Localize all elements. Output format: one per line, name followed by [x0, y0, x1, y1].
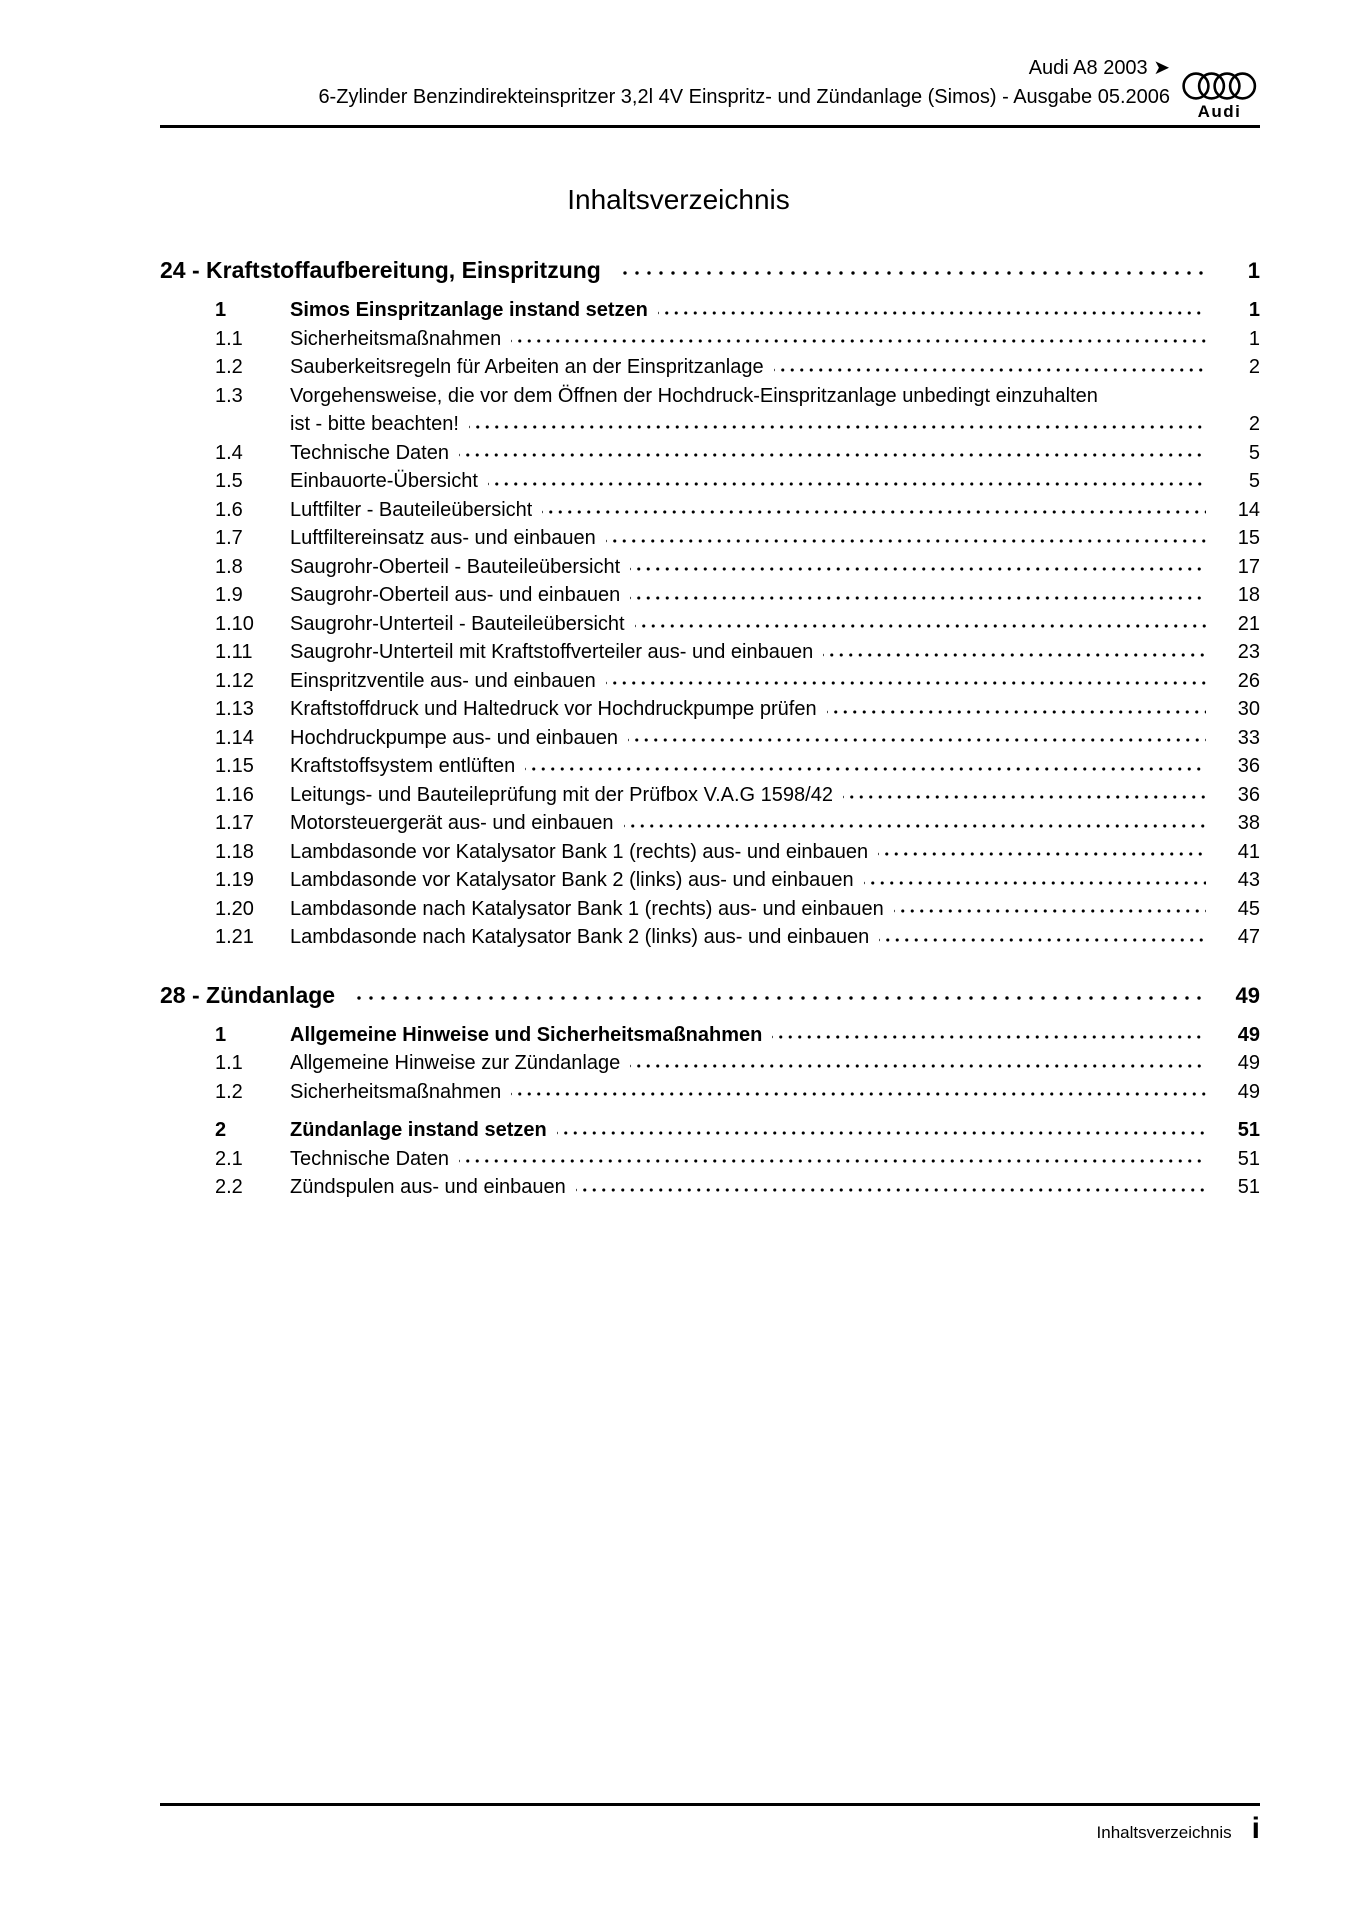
entry-page: 21 — [1237, 612, 1260, 635]
section-heading-page: 1 — [1247, 258, 1260, 283]
toc-entry-row — [160, 1145, 1260, 1174]
toc-entry-row — [160, 553, 1260, 582]
entry-title: Lambdasonde nach Katalysator Bank 2 (links) aus- und einbauen — [290, 926, 870, 948]
entry-number: 1 — [215, 299, 227, 321]
entry-number: 1.19 — [215, 869, 254, 891]
dot-leader — [557, 1116, 1206, 1145]
dot-leader — [823, 638, 1206, 667]
toc-entry-row — [160, 781, 1260, 810]
entry-title: Luftfiltereinsatz aus- und einbauen — [290, 527, 596, 549]
dot-leader — [864, 866, 1206, 895]
toc-entry-row — [160, 410, 1260, 439]
entry-number: 1.9 — [215, 584, 243, 606]
entry-page: 26 — [1237, 669, 1260, 692]
dot-leader — [624, 809, 1206, 838]
entry-number: 1.16 — [215, 783, 254, 806]
toc-entry-row — [160, 325, 1260, 354]
dot-leader — [879, 923, 1206, 952]
entry-title: Kraftstoffdruck und Haltedruck vor Hochdruckpumpe prüfen — [290, 698, 817, 720]
audi-wordmark: Audi — [1197, 102, 1242, 121]
entry-page: 51 — [1237, 1147, 1260, 1170]
entry-number: 1.14 — [215, 726, 254, 749]
section-heading-label: 24 - Kraftstoffaufbereitung, Einspritzung — [160, 257, 601, 283]
dot-leader — [630, 553, 1206, 582]
entry-page: 41 — [1237, 840, 1260, 863]
toc-entry-row — [160, 809, 1260, 838]
entry-page: 47 — [1237, 926, 1260, 948]
dot-leader — [511, 1078, 1206, 1107]
dot-leader — [576, 1173, 1206, 1202]
entry-title: Saugrohr-Oberteil - Bauteileübersicht — [290, 555, 621, 578]
table-of-contents — [160, 255, 1260, 1202]
entry-title: Kraftstoffsystem entlüften — [290, 755, 516, 777]
entry-page: 1 — [1248, 327, 1260, 350]
dot-leader — [615, 255, 1204, 286]
entry-page: 45 — [1237, 897, 1260, 920]
entry-page: 14 — [1237, 498, 1260, 521]
page-header — [160, 54, 1170, 112]
section-heading-label: 28 - Zündanlage — [160, 981, 336, 1008]
entry-page: 33 — [1237, 726, 1260, 749]
entry-page: 51 — [1237, 1119, 1260, 1141]
entry-title: Luftfilter - Bauteileübersicht — [290, 498, 533, 521]
entry-number: 1.2 — [215, 1080, 243, 1103]
entry-number: 1.12 — [215, 669, 254, 692]
audi-logo — [1181, 72, 1258, 122]
dot-leader — [488, 467, 1206, 496]
entry-number: 2.2 — [215, 1176, 243, 1198]
dot-leader — [606, 667, 1206, 696]
dot-leader — [774, 353, 1206, 382]
toc-section-heading — [160, 255, 1260, 286]
dot-leader — [525, 752, 1206, 781]
entry-number: 2.1 — [215, 1147, 243, 1170]
entry-title: ist - bitte beachten! — [290, 413, 459, 435]
entry-number: 1.2 — [215, 356, 243, 378]
toc-entry-row — [160, 895, 1260, 924]
section-heading-page: 49 — [1235, 982, 1260, 1008]
entry-title: Saugrohr-Unterteil - Bauteileübersicht — [290, 612, 625, 635]
entry-title: Einspritzventile aus- und einbauen — [290, 669, 596, 692]
dot-leader — [658, 296, 1206, 325]
entry-page: 49 — [1237, 1023, 1260, 1046]
dot-leader — [606, 524, 1206, 553]
entry-number: 1.6 — [215, 498, 243, 521]
entry-number: 1.20 — [215, 897, 254, 920]
entry-page: 43 — [1237, 869, 1260, 891]
dot-leader — [827, 695, 1206, 724]
dot-leader — [1108, 382, 1206, 411]
entry-title: Lambdasonde vor Katalysator Bank 2 (links) aus- und einbauen — [290, 869, 854, 891]
entry-page: 23 — [1237, 641, 1260, 663]
entry-number: 1.1 — [215, 1052, 243, 1074]
entry-number: 1.1 — [215, 327, 243, 350]
entry-title: Sicherheitsmaßnahmen — [290, 327, 502, 350]
entry-title: Lambdasonde vor Katalysator Bank 1 (rechts) aus- und einbauen — [290, 840, 869, 863]
entry-title: Einbauorte-Übersicht — [290, 470, 478, 492]
toc-entry-row — [160, 1173, 1260, 1202]
entry-title: Leitungs- und Bauteileprüfung mit der Prüfbox V.A.G 1598/42 — [290, 783, 833, 806]
entry-title: Zündanlage instand setzen — [290, 1119, 547, 1141]
toc-entry-row — [160, 382, 1260, 411]
toc-entry-row — [160, 1049, 1260, 1078]
dot-leader — [542, 496, 1206, 525]
toc-entry-row — [160, 1021, 1260, 1050]
entry-title: Technische Daten — [290, 1147, 449, 1170]
dot-leader — [349, 980, 1204, 1011]
dot-leader — [628, 724, 1206, 753]
header-subtitle: 6-Zylinder Benzindirekteinspritzer 3,2l 4V Einspritz- und Zündanlage (Simos) - Ausgabe 05.2006 — [318, 86, 1170, 108]
footer-page-number: i — [1251, 1812, 1260, 1845]
footer-label: Inhaltsverzeichnis — [1096, 1823, 1232, 1842]
dot-leader — [459, 439, 1206, 468]
entry-page: 2 — [1248, 413, 1260, 435]
entry-title: Hochdruckpumpe aus- und einbauen — [290, 726, 618, 749]
entry-title: Motorsteuergerät aus- und einbauen — [290, 812, 614, 834]
footer-rule — [160, 1803, 1260, 1806]
header-model-line: Audi A8 2003 ➤ — [1028, 57, 1170, 79]
entry-number: 2 — [215, 1119, 227, 1141]
entry-page: 36 — [1237, 783, 1260, 806]
toc-entry-row — [160, 638, 1260, 667]
entry-page: 5 — [1248, 441, 1260, 464]
entry-title: Sicherheitsmaßnahmen — [290, 1080, 502, 1103]
toc-entry-row — [160, 524, 1260, 553]
toc-entry-row — [160, 496, 1260, 525]
dot-leader — [772, 1021, 1206, 1050]
dot-leader — [630, 1049, 1206, 1078]
toc-entry-row — [160, 866, 1260, 895]
entry-number: 1.3 — [215, 384, 243, 407]
entry-title: Zündspulen aus- und einbauen — [290, 1176, 566, 1198]
header-rule — [160, 125, 1260, 128]
entry-title: Saugrohr-Unterteil mit Kraftstoffverteiler aus- und einbauen — [290, 641, 814, 663]
entry-title: Technische Daten — [290, 441, 449, 464]
toc-entry-row — [160, 667, 1260, 696]
entry-number: 1.13 — [215, 698, 254, 720]
toc-entry-row — [160, 724, 1260, 753]
toc-entry-row — [160, 752, 1260, 781]
toc-entry-row — [160, 838, 1260, 867]
dot-leader — [630, 581, 1206, 610]
toc-entry-row — [160, 610, 1260, 639]
dot-leader — [894, 895, 1206, 924]
entry-number: 1.5 — [215, 470, 243, 492]
entry-page: 2 — [1248, 356, 1260, 378]
toc-entry-row — [160, 467, 1260, 496]
entry-title: Saugrohr-Oberteil aus- und einbauen — [290, 584, 621, 606]
entry-number: 1.11 — [215, 641, 253, 663]
entry-page: 5 — [1248, 470, 1260, 492]
dot-leader — [843, 781, 1206, 810]
toc-section-heading — [160, 980, 1260, 1011]
entry-title: Allgemeine Hinweise zur Zündanlage — [290, 1052, 621, 1074]
toc-entry-row — [160, 923, 1260, 952]
entry-page: 51 — [1237, 1176, 1260, 1198]
toc-entry-row — [160, 581, 1260, 610]
entry-title: Lambdasonde nach Katalysator Bank 1 (rechts) aus- und einbauen — [290, 897, 884, 920]
toc-entry-row — [160, 296, 1260, 325]
entry-number: 1.15 — [215, 755, 254, 777]
dot-leader — [459, 1145, 1206, 1174]
dot-leader — [635, 610, 1206, 639]
toc-entry-row — [160, 1078, 1260, 1107]
audi-rings-icon — [1182, 72, 1257, 100]
entry-number: 1.18 — [215, 840, 254, 863]
entry-number: 1.21 — [215, 926, 254, 948]
entry-page: 1 — [1248, 299, 1260, 321]
page-title: Inhaltsverzeichnis — [567, 184, 790, 215]
toc-entry-row — [160, 1116, 1260, 1145]
toc-entry-row — [160, 353, 1260, 382]
toc-entry-row — [160, 695, 1260, 724]
entry-page: 18 — [1237, 584, 1260, 606]
entry-page: 15 — [1237, 527, 1260, 549]
entry-title: Simos Einspritzanlage instand setzen — [290, 299, 648, 321]
entry-page: 36 — [1237, 755, 1260, 777]
entry-title: Sauberkeitsregeln für Arbeiten an der Einspritzanlage — [290, 356, 764, 378]
entry-page: 17 — [1237, 555, 1260, 578]
entry-number: 1.8 — [215, 555, 243, 578]
entry-number: 1.4 — [215, 441, 243, 464]
entry-number: 1.10 — [215, 612, 254, 635]
dot-leader — [878, 838, 1206, 867]
entry-page: 49 — [1237, 1052, 1260, 1074]
entry-number: 1.17 — [215, 812, 254, 834]
entry-page: 30 — [1237, 698, 1260, 720]
dot-leader — [469, 410, 1206, 439]
toc-entry-row — [160, 439, 1260, 468]
entry-number: 1.7 — [215, 527, 243, 549]
page-footer — [1097, 1812, 1260, 1846]
entry-title: Allgemeine Hinweise und Sicherheitsmaßnahmen — [290, 1023, 763, 1046]
entry-page: 49 — [1237, 1080, 1260, 1103]
entry-title: Vorgehensweise, die vor dem Öffnen der Hochdruck-Einspritzanlage unbedingt einzuhalten — [290, 384, 1098, 407]
entry-number: 1 — [215, 1023, 227, 1046]
dot-leader — [511, 325, 1206, 354]
entry-page: 38 — [1237, 812, 1260, 834]
